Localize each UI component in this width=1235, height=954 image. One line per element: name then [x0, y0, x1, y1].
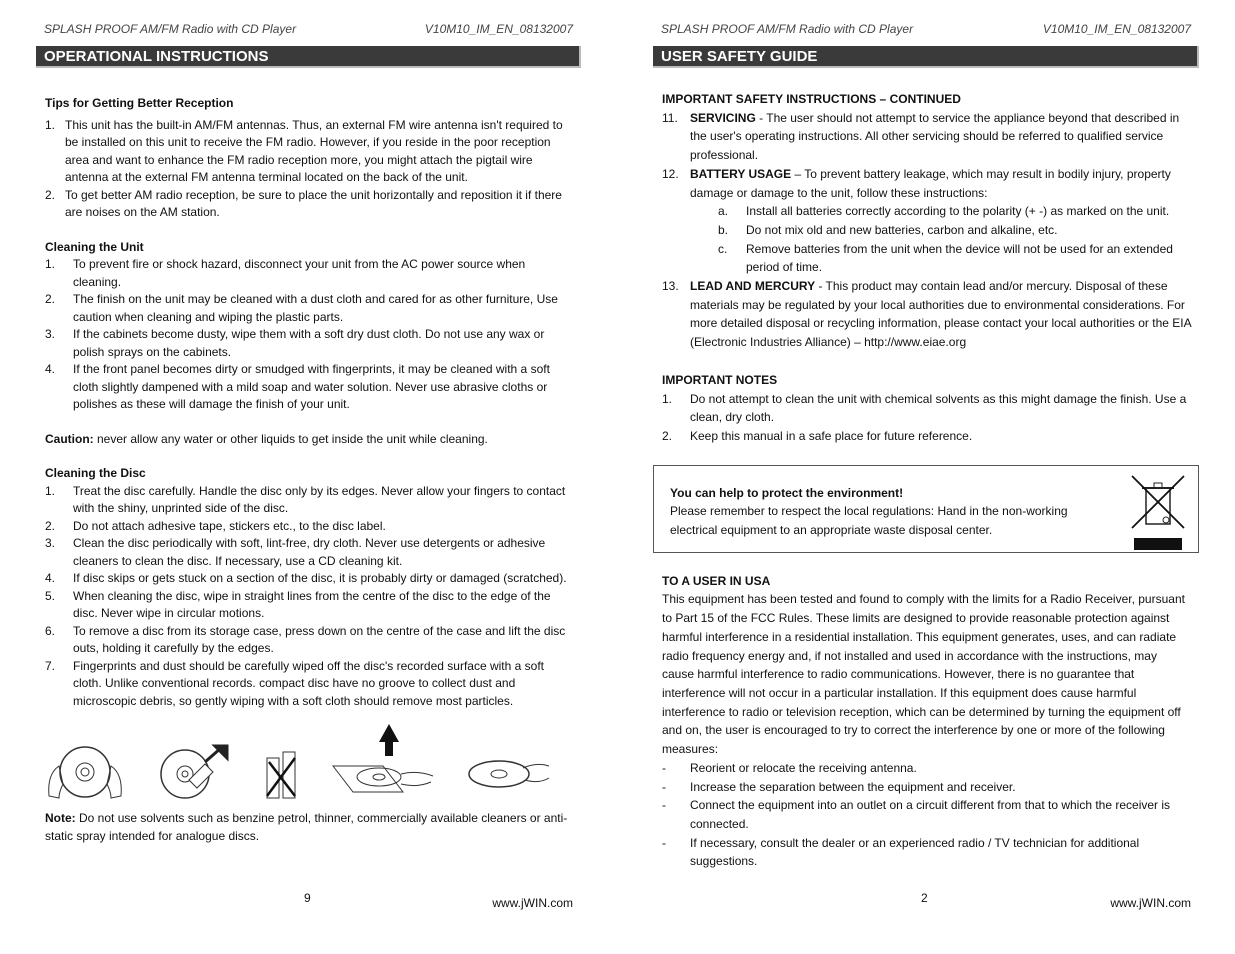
environment-box — [653, 465, 1199, 553]
running-header — [661, 22, 1191, 36]
reception-list — [45, 117, 573, 222]
notes-heading: IMPORTANT NOTES — [662, 372, 778, 387]
list-item: - Connect the equipment into an outlet on a circuit different from that to which the receiver is connected. — [662, 798, 1171, 831]
list-item: - If necessary, consult the dealer or an experienced radio / TV technician for additional suggestions. — [662, 835, 1140, 869]
reception-heading: Tips for Getting Better Reception — [45, 96, 234, 110]
remove-disc-icon — [331, 722, 435, 800]
usa-heading: TO A USER IN USA — [662, 573, 771, 588]
header-doc-code: V10M10_IM_EN_08132007 — [1042, 22, 1191, 36]
list-item: a. Install all batteries correctly according to the polarity (+ -) as marked on the unit. — [718, 204, 1170, 219]
safety-heading: IMPORTANT SAFETY INSTRUCTIONS – CONTINUED — [662, 92, 961, 106]
list-item: 1. Treat the disc carefully. Handle the disc only by its edges. Never allow your fingers to contact with the shiny, unprinted side of the disc. — [45, 483, 566, 515]
list-item: 13. LEAD AND MERCURY - This product may contain lead and/or mercury. Disposal of these materials may be regulated by your local authorities due to environmental considerations. For more detailed disposal or recycling information, please contact your local authorities or the EIA (Electronic Industries Alliance) – http://www.eiae.org — [662, 279, 1191, 350]
handle-disc-icon — [465, 744, 551, 800]
list-item: 2. Keep this manual in a safe place for future reference. — [662, 428, 973, 443]
usa-paragraph: This equipment has been tested and found to comply with the limits for a Radio Receiver, pursuant to Part 15 of the FCC Rules. These limits are designed to provide reasonable protection against harmful interference in a residential installation. This equipment generates, uses, and can radiate radio frequency energy and, if not installed and used in accordance with the instructions, may cause harmful interference to radio communications. However, there is no guarantee that interference will not occur in a particular installation. If this equipment does cause harmful interference to radio or television reception, which can be determined by turning the equipment off and on, the user is encouraged to try to correct the interference by one or more of the following measures: — [662, 592, 1185, 757]
list-item: 1. This unit has the built-in AM/FM antennas. Thus, an external FM wire antenna isn't required to be installed on this unit to receive the FM radio. However, if you reside in the poor reception area and want to enhance the FM radio reception more, you might attach the pigtail wire antenna at the external FM antenna terminal located on the back of the unit. — [45, 117, 563, 184]
list-item: 2. To get better AM radio reception, be sure to place the unit horizontally and reposition it if there are noises on the AM station. — [45, 187, 562, 219]
wipe-disc-icon — [155, 744, 231, 800]
list-item: 3. Clean the disc periodically with soft, lint-free, dry cloth. Never use detergents or adhesive cleaners to clean the disc. If necessary, use a CD cleaning kit. — [45, 536, 546, 568]
right-body — [662, 90, 1191, 871]
page-number: 9 — [304, 891, 311, 905]
list-item: b. Do not mix old and new batteries, carbon and alkaline, etc. — [718, 222, 1058, 237]
weee-bin-icon — [1130, 474, 1186, 552]
cleaning-disc-heading: Cleaning the Disc — [45, 466, 146, 480]
cleaning-unit-heading: Cleaning the Unit — [45, 239, 144, 254]
list-item: 12. BATTERY USAGE – To prevent battery leakage, which may result in bodily injury, property damage or damage to the unit, follow these instructions: a. Install all batteries correctly according to the polarity (+ -) as marked on the unit. b. Do not mix old and new batteries, carbon and alkaline, etc. c. Remove batteries from the unit when the device will not be used for an extended period of time. — [662, 165, 1191, 277]
environment-heading: You can help to protect the environment! — [670, 485, 904, 500]
list-item: 1. To prevent fire or shock hazard, disconnect your unit from the AC power source when cleaning. — [45, 257, 526, 289]
website-link: www.jWIN.com — [1110, 896, 1191, 910]
disc-care-illustrations — [45, 722, 573, 800]
page-number: 2 — [921, 891, 928, 905]
header-title: SPLASH PROOF AM/FM Radio with CD Player — [44, 22, 297, 36]
hold-disc-edges-icon — [45, 744, 125, 800]
header-title: SPLASH PROOF AM/FM Radio with CD Player — [661, 22, 914, 36]
running-header — [44, 22, 573, 36]
section-title: OPERATIONAL INSTRUCTIONS — [36, 46, 581, 68]
battery-sublist — [662, 202, 1191, 277]
cleaning-unit-list — [45, 256, 573, 414]
list-item: c. Remove batteries from the unit when the device will not be used for an extended period of time. — [718, 241, 1173, 275]
website-link: www.jWIN.com — [492, 896, 573, 910]
section-title: USER SAFETY GUIDE — [653, 46, 1199, 68]
header-doc-code: V10M10_IM_EN_08132007 — [424, 22, 573, 36]
caution-paragraph: Caution: never allow any water or other liquids to get inside the unit while cleaning. — [45, 431, 488, 446]
list-item: 5. When cleaning the disc, wipe in straight lines from the centre of the disc to the edge of the disc. Never wipe in circular motions. — [45, 588, 551, 620]
list-item: - Increase the separation between the equipment and receiver. — [662, 779, 1016, 794]
list-item: 7. Fingerprints and dust should be carefully wiped off the disc's recorded surface with a soft cloth. Unlike conventional records. compact disc have no groove to collect dust and microscopic debris, so gently wiping with a soft cloth should remove most particles. — [45, 658, 544, 708]
list-item: 11. SERVICING - The user should not attempt to service the appliance beyond that described in the user's operating instructions. All other servicing should be referred to qualified service professional. — [662, 110, 1180, 163]
safety-list — [662, 109, 1191, 352]
note-paragraph: Note: Do not use solvents such as benzine petrol, thinner, commercially available cleaners or anti-static spray intended for analogue discs. — [45, 811, 568, 843]
right-page — [653, 0, 1199, 954]
left-page — [36, 0, 581, 954]
list-item: - Reorient or relocate the receiving antenna. — [662, 760, 917, 775]
cleaning-disc-list — [45, 483, 573, 711]
left-body — [45, 95, 573, 845]
list-item: 1. Do not attempt to clean the unit with chemical solvents as this might damage the finish. Use a clean, dry cloth. — [662, 391, 1187, 425]
notes-list — [662, 390, 1191, 446]
list-item: 2. The finish on the unit may be cleaned with a dust cloth and cared for as other furniture, Use caution when cleaning and wiping the plastic parts. — [45, 292, 558, 324]
list-item: 6. To remove a disc from its storage case, press down on the centre of the case and lift the disc outs, holding it carefully by the edges. — [45, 623, 566, 655]
list-item: 3. If the cabinets become dusty, wipe them with a soft dry dust cloth. Do not use any wax or polish sprays on the cabinets. — [45, 327, 545, 359]
list-item: 2. Do not attach adhesive tape, stickers etc., to the disc label. — [45, 518, 386, 533]
environment-text: Please remember to respect the local regulations: Hand in the non-working electrical equipment to an appropriate waste disposal center. — [670, 504, 1068, 538]
no-solvent-icon — [261, 744, 301, 800]
list-item: 4. If disc skips or gets stuck on a section of the disc, it is probably dirty or damaged (scratched). — [45, 571, 567, 585]
list-item: 4. If the front panel becomes dirty or smudged with fingerprints, it may be cleaned with a soft cloth slightly dampened with a mild soap and water solution. Never use abrasive cloths or polishes as these will damage the finish of your unit. — [45, 362, 550, 411]
usa-measures-list — [662, 759, 1191, 871]
